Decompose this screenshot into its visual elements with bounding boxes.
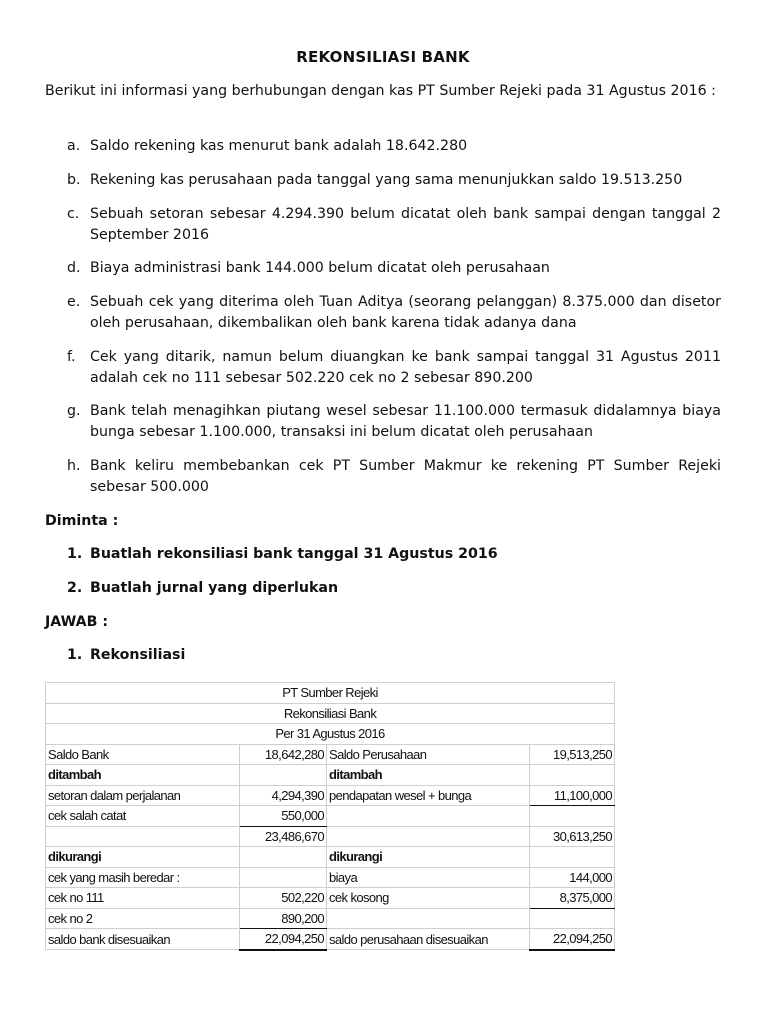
table-cell: saldo perusahaan disesuaikan [327, 929, 530, 950]
table-cell: pendapatan wesel + bunga [327, 785, 530, 806]
list-item-text: Sebuah cek yang diterima oleh Tuan Aditya (seorang pelanggan) 8.375.000 dan disetor oleh perusahaan, dikembalikan oleh bank karena tidak adanya dana [90, 294, 721, 331]
list-item-text: Biaya administrasi bank 144.000 belum dicatat oleh perusahaan [90, 260, 550, 276]
table-cell [46, 826, 240, 847]
table-cell: 19,513,250 [530, 744, 615, 765]
table-cell: 890,200 [240, 908, 327, 929]
reconciliation-table [45, 682, 615, 951]
table-cell: cek no 111 [46, 888, 240, 909]
table-cell: 502,220 [240, 888, 327, 909]
table-cell [240, 867, 327, 888]
list-marker: c. [67, 206, 80, 222]
list-marker: g. [67, 403, 81, 419]
table-cell: cek no 2 [46, 908, 240, 929]
table-cell: 22,094,250 [240, 929, 327, 950]
table-cell [327, 908, 530, 929]
table-row [46, 847, 615, 868]
table-cell: 30,613,250 [530, 826, 615, 847]
table-cell: 8,375,000 [530, 888, 615, 909]
task-marker: 2. [67, 580, 83, 596]
table-row [46, 744, 615, 765]
table-header-title: Rekonsiliasi Bank [46, 703, 615, 724]
list-marker: h. [67, 458, 81, 474]
list-item-text: Bank keliru membebankan cek PT Sumber Makmur ke rekening PT Sumber Rejeki sebesar 500.000 [90, 458, 721, 495]
table-row [46, 785, 615, 806]
table-cell: ditambah [46, 765, 240, 786]
table-cell: ditambah [327, 765, 530, 786]
list-item-text: Rekening kas perusahaan pada tanggal yang sama menunjukkan saldo 19.513.250 [90, 172, 683, 188]
list-item-text: Sebuah setoran sebesar 4.294.390 belum dicatat oleh bank sampai dengan tanggal 2 September 2016 [90, 206, 721, 243]
table-cell: Saldo Bank [46, 744, 240, 765]
table-row [46, 765, 615, 786]
table-row [46, 929, 615, 950]
table-cell [530, 908, 615, 929]
list-item-text: Cek yang ditarik, namun belum diuangkan ke bank sampai tanggal 31 Agustus 2011 adalah cek no 111 sebesar 502.220 cek no 2 sebesar 890.200 [90, 349, 721, 386]
intro-paragraph: Berikut ini informasi yang berhubungan dengan kas PT Sumber Rejeki pada 31 Agustus 2016 : [45, 83, 716, 99]
table-cell [530, 765, 615, 786]
list-item-text: Bank telah menagihkan piutang wesel sebesar 11.100.000 termasuk didalamnya biaya bunga sebesar 1.100.000, transaksi ini belum dicatat oleh perusahaan [90, 403, 721, 440]
table-row [46, 888, 615, 909]
table-cell: setoran dalam perjalanan [46, 785, 240, 806]
table-cell [240, 765, 327, 786]
list-item-text: Saldo rekening kas menurut bank adalah 18.642.280 [90, 138, 468, 154]
table-cell: biaya [327, 867, 530, 888]
table-cell: 550,000 [240, 806, 327, 827]
list-marker: f. [67, 349, 76, 365]
list-marker: a. [67, 138, 81, 154]
table-cell: 4,294,390 [240, 785, 327, 806]
list-marker: d. [67, 260, 81, 276]
table-cell [240, 847, 327, 868]
table-cell: saldo bank disesuaikan [46, 929, 240, 950]
table-cell [530, 806, 615, 827]
jawab-label: JAWAB : [45, 614, 109, 630]
list-marker: e. [67, 294, 81, 310]
table-header-company: PT Sumber Rejeki [46, 683, 615, 704]
table-cell: cek salah catat [46, 806, 240, 827]
table-cell: dikurangi [46, 847, 240, 868]
table-cell [530, 847, 615, 868]
table-row [46, 826, 615, 847]
table-cell: cek kosong [327, 888, 530, 909]
table-cell: 11,100,000 [530, 785, 615, 806]
task-text: Buatlah rekonsiliasi bank tanggal 31 Agustus 2016 [90, 546, 498, 562]
page-title: REKONSILIASI BANK [296, 48, 470, 66]
task-marker: 1. [67, 546, 83, 562]
table-cell: 22,094,250 [530, 929, 615, 950]
table-row [46, 867, 615, 888]
answer-marker: 1. [67, 647, 83, 663]
table-cell: cek yang masih beredar : [46, 867, 240, 888]
table-header-date: Per 31 Agustus 2016 [46, 724, 615, 745]
table-cell: 23,486,670 [240, 826, 327, 847]
answer-heading: Rekonsiliasi [90, 647, 186, 663]
table-cell: Saldo Perusahaan [327, 744, 530, 765]
table-cell [327, 806, 530, 827]
table-row [46, 908, 615, 929]
table-cell [327, 826, 530, 847]
table-cell: dikurangi [327, 847, 530, 868]
table-cell: 18,642,280 [240, 744, 327, 765]
list-marker: b. [67, 172, 81, 188]
table-cell: 144,000 [530, 867, 615, 888]
task-text: Buatlah jurnal yang diperlukan [90, 580, 339, 596]
diminta-label: Diminta : [45, 513, 119, 529]
table-row [46, 806, 615, 827]
